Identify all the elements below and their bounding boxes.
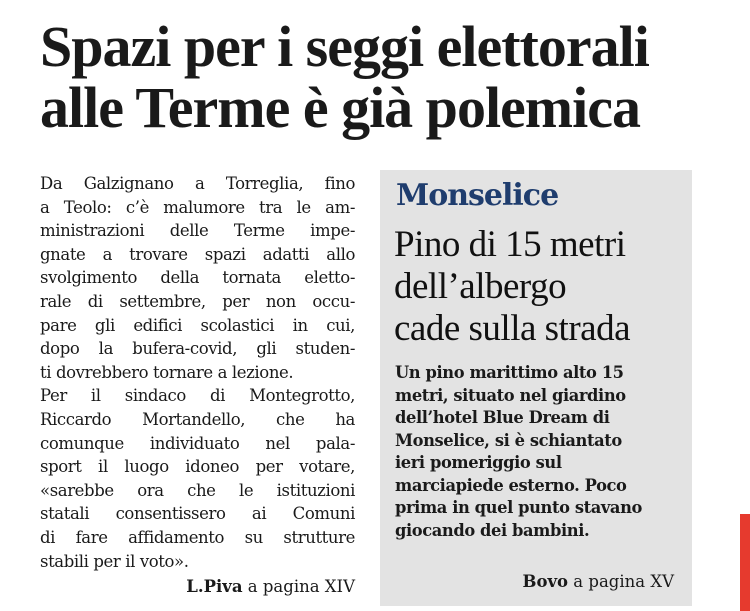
sidebox-summary-line: metri, situato nel giardino bbox=[395, 385, 626, 405]
article-line: Da Galzignano a Torreglia, fino bbox=[40, 174, 355, 193]
article-line: Per il sindaco di Montegrotto, bbox=[40, 386, 355, 406]
article-line: ministrazioni delle Terme impe- bbox=[40, 221, 355, 241]
sidebox-title-line: Pino di 15 metri bbox=[394, 224, 626, 265]
article-line: statali consentissero ai Comuni bbox=[40, 504, 355, 524]
sidebox-summary-line: marciapiede esterno. Poco bbox=[395, 475, 627, 495]
sidebox-summary-line: Un pino marittimo alto 15 bbox=[395, 363, 624, 382]
headline-line: alle Terme è già polemica bbox=[40, 75, 640, 140]
article-line: rale di settembre, per non occu- bbox=[40, 291, 355, 311]
article-line: «sarebbe ora che le istituzioni bbox=[40, 480, 355, 500]
sidebox-summary bbox=[395, 362, 685, 542]
article-line: di fare affidamento su strutture bbox=[40, 527, 355, 547]
article-line: ti dovrebbero tornare a lezione. bbox=[40, 362, 294, 382]
article-line: dopo la bufera-covid, gli studen- bbox=[40, 339, 355, 359]
article-line: Riccardo Mortandello, che ha bbox=[40, 409, 355, 429]
sidebox-title-line: dell’albergo bbox=[394, 266, 567, 307]
article-line: comunque individuato nel pala- bbox=[40, 433, 355, 453]
sidebox-summary-line: giocando dei bambini. bbox=[395, 520, 590, 540]
article-author: L.Piva bbox=[186, 577, 243, 597]
sidebox-title-line: cade sulla strada bbox=[394, 308, 630, 349]
page-edge-marker bbox=[740, 514, 750, 611]
sidebar-box bbox=[380, 170, 692, 606]
headline-line: Spazi per i seggi elettorali bbox=[40, 14, 649, 79]
sidebox-summary-line: ieri pomeriggio sul bbox=[395, 453, 562, 472]
sidebox-summary-line: prima in quel punto stavano bbox=[395, 498, 642, 517]
sidebox-page-ref: a pagina XV bbox=[573, 572, 674, 591]
article-line: gnate a trovare spazi adatti allo bbox=[40, 244, 355, 264]
sidebox-byline bbox=[523, 572, 675, 591]
sidebox-summary-line: dell’hotel Blue Dream di bbox=[395, 408, 610, 427]
article-line: stabili per il voto». bbox=[40, 551, 189, 571]
article-line: pare gli edifici scolastici in cui, bbox=[40, 315, 355, 335]
article-line: sport il luogo idoneo per votare, bbox=[40, 457, 355, 477]
article-byline bbox=[40, 575, 355, 598]
article-line: a Teolo: c’è malumore tra le am- bbox=[40, 197, 355, 217]
headline bbox=[40, 16, 740, 138]
sidebox-author: Bovo bbox=[522, 572, 569, 591]
sidebox-kicker: Monselice bbox=[396, 178, 559, 213]
article-page-ref: a pagina XIV bbox=[247, 577, 355, 597]
article-line: svolgimento della tornata eletto- bbox=[40, 268, 355, 288]
article-body bbox=[40, 172, 355, 598]
sidebox-summary-line: Monselice, si è schiantato bbox=[395, 430, 622, 450]
sidebox-title bbox=[394, 224, 684, 350]
